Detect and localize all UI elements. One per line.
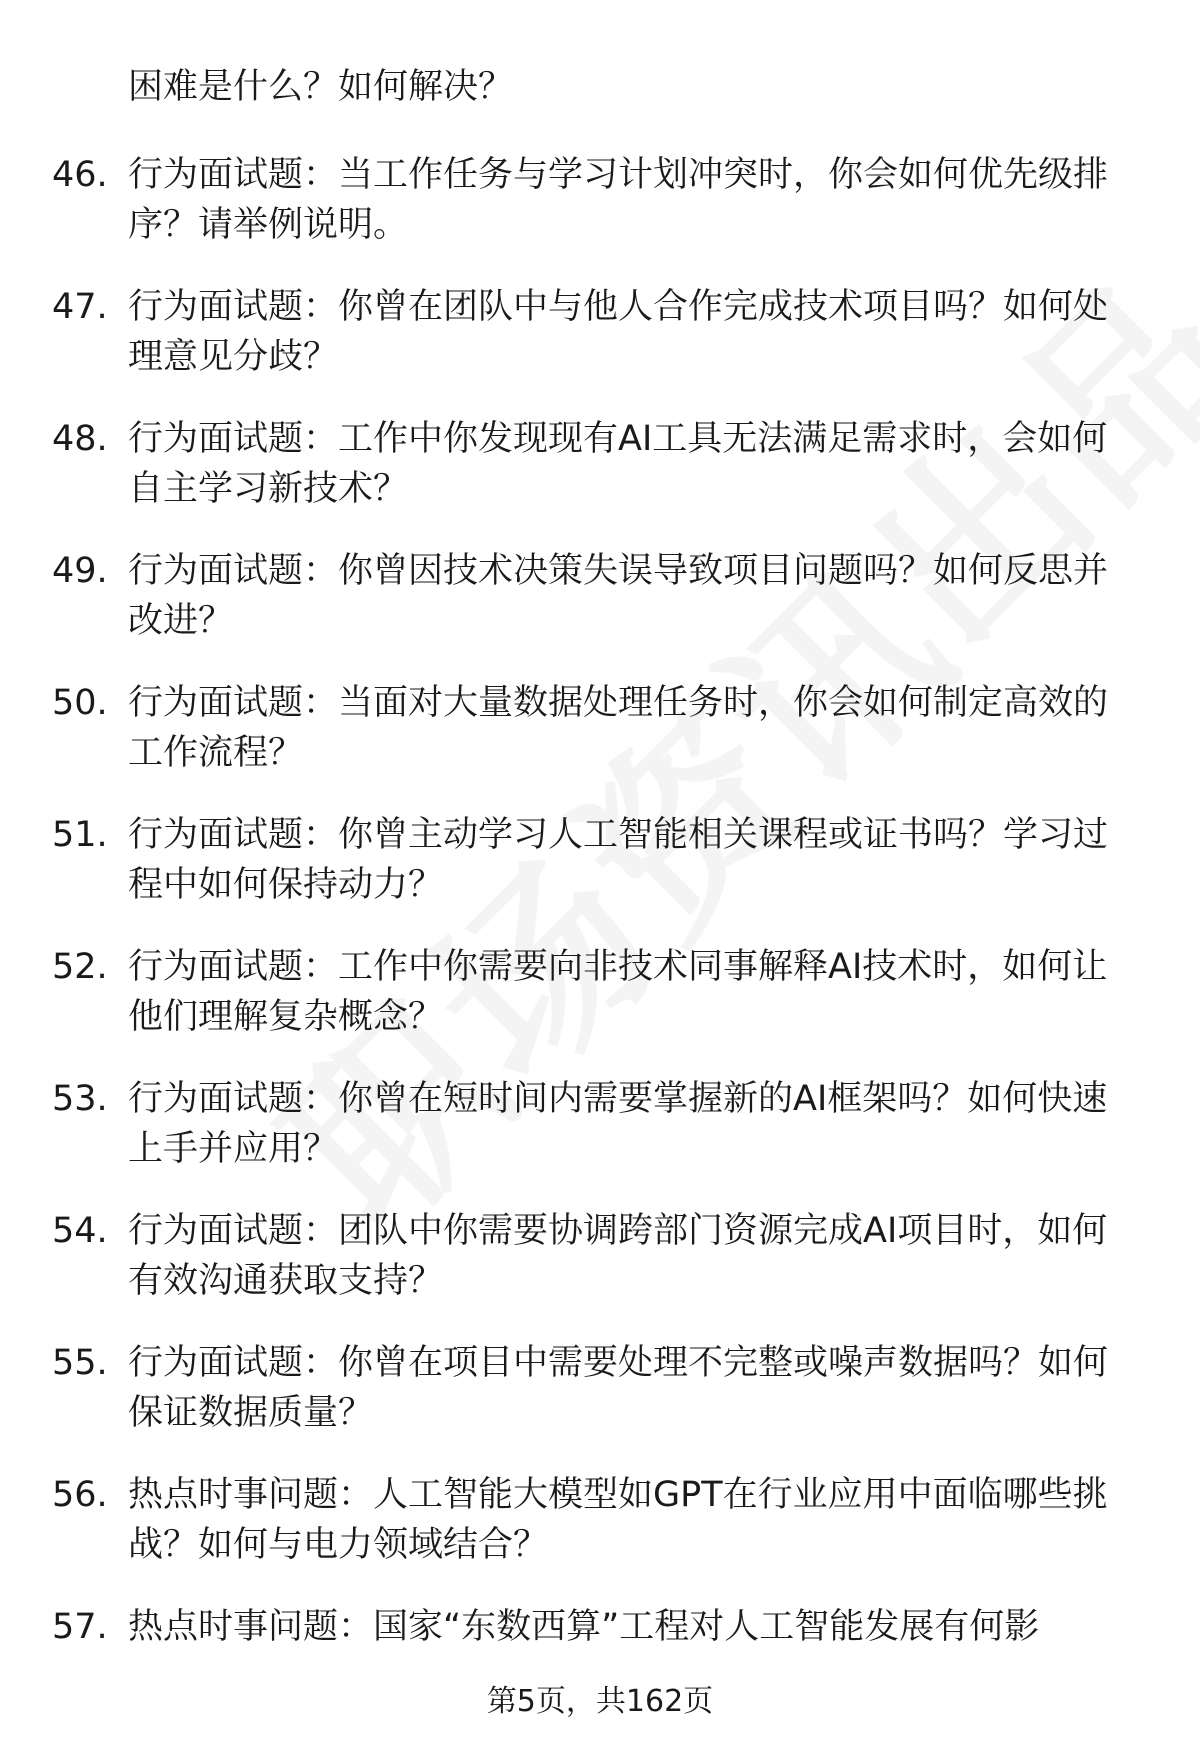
list-item-text: 困难是什么？如何解决？	[128, 67, 514, 107]
question-list	[0, 62, 1200, 1684]
list-item	[0, 678, 1200, 778]
list-item-text: 行为面试题：工作中你发现现有AI工具无法满足需求时，会如何自主学习新技术？	[128, 419, 1108, 509]
list-item-text: 行为面试题：你曾在团队中与他人合作完成技术项目吗？如何处理意见分歧？	[128, 287, 1109, 377]
page-number-footer: 第5页，共162页	[486, 1684, 714, 1719]
list-item-number: 48.	[52, 419, 108, 459]
list-item-text: 行为面试题：你曾在项目中需要处理不完整或噪声数据吗？如何保证数据质量？	[128, 1343, 1109, 1433]
list-item-text: 行为面试题：工作中你需要向非技术同事解释AI技术时，如何让他们理解复杂概念？	[128, 947, 1108, 1037]
list-item	[0, 282, 1200, 382]
list-item-text: 行为面试题：你曾因技术决策失误导致项目问题吗？如何反思并改进？	[128, 551, 1109, 641]
list-item-continuation	[0, 62, 1200, 112]
list-item-text: 行为面试题：团队中你需要协调跨部门资源完成AI项目时，如何有效沟通获取支持？	[128, 1211, 1108, 1301]
list-item	[0, 546, 1200, 646]
list-item-number: 57.	[52, 1607, 108, 1647]
list-item	[0, 1206, 1200, 1306]
list-item	[0, 810, 1200, 910]
list-item	[0, 1602, 1200, 1652]
list-item-number: 49.	[52, 551, 108, 591]
list-item-text: 热点时事问题：人工智能大模型如GPT在行业应用中面临哪些挑战？如何与电力领域结合？	[128, 1475, 1108, 1565]
list-item	[0, 414, 1200, 514]
list-item	[0, 1338, 1200, 1438]
list-item-number: 46.	[52, 155, 108, 195]
list-item-number: 54.	[52, 1211, 108, 1251]
list-item-number: 55.	[52, 1343, 108, 1383]
list-item	[0, 1074, 1200, 1174]
list-item	[0, 1470, 1200, 1570]
list-item-text: 热点时事问题：国家“东数西算”工程对人工智能发展有何影	[128, 1607, 1040, 1647]
list-item-text: 行为面试题：当面对大量数据处理任务时，你会如何制定高效的工作流程？	[128, 683, 1109, 773]
list-item	[0, 942, 1200, 1042]
list-item-number: 47.	[52, 287, 108, 327]
list-item-number: 52.	[52, 947, 108, 987]
list-item-number: 53.	[52, 1079, 108, 1119]
list-item	[0, 150, 1200, 250]
list-item-number: 50.	[52, 683, 108, 723]
list-item-number: 56.	[52, 1475, 108, 1515]
list-item-number: 51.	[52, 815, 108, 855]
list-item-text: 行为面试题：你曾主动学习人工智能相关课程或证书吗？学习过程中如何保持动力？	[128, 815, 1109, 905]
list-item-text: 行为面试题：你曾在短时间内需要掌握新的AI框架吗？如何快速上手并应用？	[128, 1079, 1108, 1169]
list-item-text: 行为面试题：当工作任务与学习计划冲突时，你会如何优先级排序？请举例说明。	[128, 155, 1109, 245]
